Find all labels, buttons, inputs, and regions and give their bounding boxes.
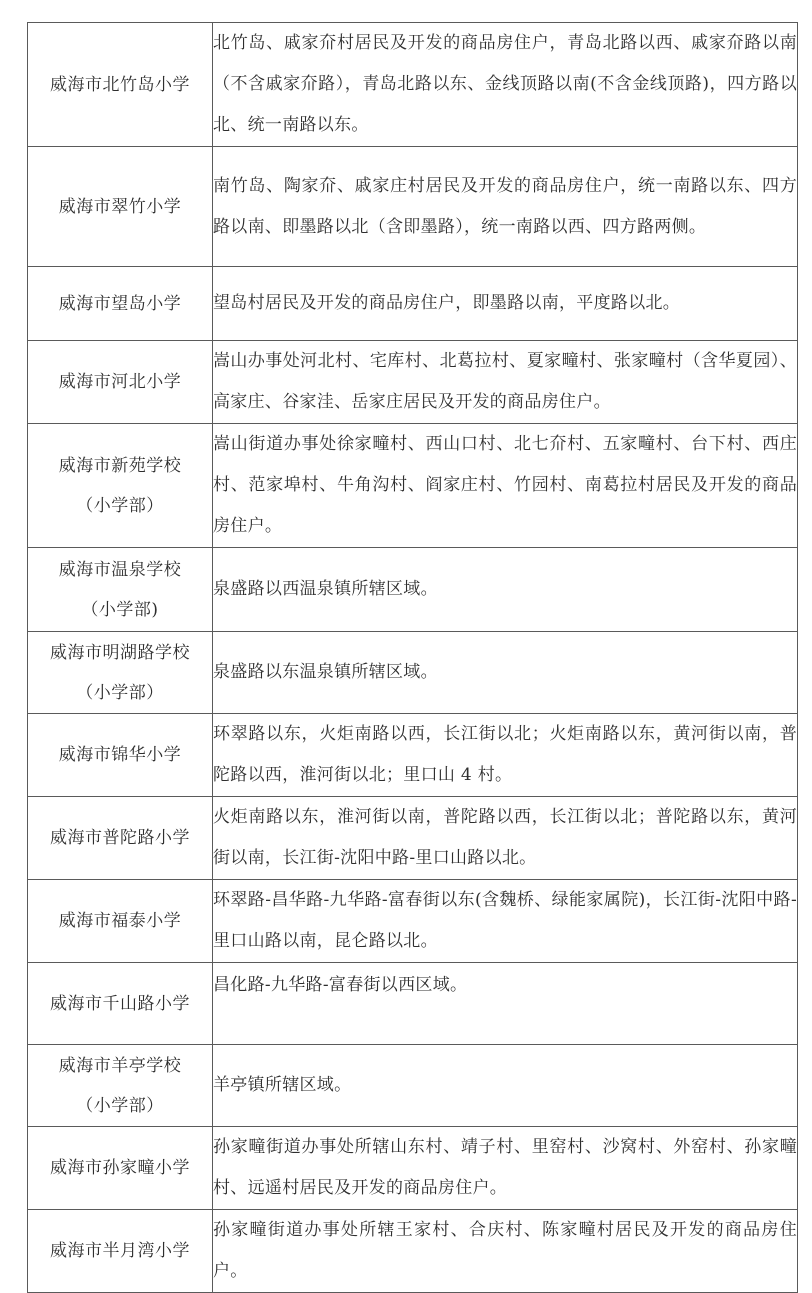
- enrollment-area-text: 火炬南路以东，淮河街以南，普陀路以西，长江街以北；普陀路以东，黄河街以南，长江街-沈阳中路-里口山路以北。: [213, 807, 797, 868]
- enrollment-area-text: 南竹岛、陶家夼、戚家庄村居民及开发的商品房住户，统一南路以东、四方路以南、即墨路以北（含即墨路），统一南路以西、四方路两侧。: [213, 175, 797, 237]
- enrollment-area-text: 泉盛路以西温泉镇所辖区域。: [213, 579, 438, 599]
- school-name-cell: [28, 632, 213, 714]
- table-row: [28, 714, 798, 797]
- school-district-table: [27, 22, 798, 1293]
- school-name: 威海市半月湾小学: [50, 1241, 190, 1261]
- enrollment-area-cell: [213, 1210, 798, 1293]
- enrollment-area-cell: [213, 1045, 798, 1127]
- school-name-cell: [28, 147, 213, 267]
- enrollment-area-cell: [213, 23, 798, 147]
- enrollment-area-cell: [213, 797, 798, 880]
- table-row: [28, 880, 798, 963]
- enrollment-area-text: 环翠路-昌华路-九华路-富春街以东(含魏桥、绿能家属院)，长江街-沈阳中路-里口山路以南，昆仑路以北。: [213, 890, 797, 951]
- enrollment-area-cell: [213, 632, 798, 714]
- enrollment-area-text: 环翠路以东，火炬南路以西，长江街以北；火炬南路以东，黄河街以南，普陀路以西，淮河街以北；里口山 4 村。: [213, 724, 797, 785]
- school-name-cell: [28, 23, 213, 147]
- table-row: [28, 1127, 798, 1210]
- school-section-label: （小学部）: [76, 495, 164, 516]
- table-row: [28, 632, 798, 714]
- table-row: [28, 23, 798, 147]
- table-row: [28, 424, 798, 548]
- table-row: [28, 1045, 798, 1127]
- enrollment-area-text: 昌化路-九华路-富春街以西区域。: [213, 975, 468, 995]
- table-row: [28, 548, 798, 632]
- enrollment-area-cell: [213, 880, 798, 963]
- school-section-label: （小学部）: [76, 682, 164, 703]
- school-section-label: （小学部): [81, 599, 159, 620]
- school-name-cell: [28, 880, 213, 963]
- enrollment-area-cell: [213, 147, 798, 267]
- school-name: 威海市孙家疃小学: [50, 1158, 190, 1178]
- enrollment-area-cell: [213, 341, 798, 424]
- enrollment-area-text: 羊亭镇所辖区域。: [213, 1075, 352, 1095]
- school-name: 威海市普陀路小学: [50, 828, 190, 848]
- enrollment-area-text: 嵩山街道办事处徐家疃村、西山口村、北七夼村、五家疃村、台下村、西庄村、范家埠村、牛角沟村、阎家庄村、竹园村、南葛拉村居民及开发的商品房住户。: [213, 434, 797, 536]
- table-body: [28, 23, 798, 1293]
- table-row: [28, 147, 798, 267]
- school-name: 威海市福泰小学: [58, 911, 182, 931]
- enrollment-area-text: 望岛村居民及开发的商品房住户，即墨路以南，平度路以北。: [213, 293, 681, 313]
- school-name-cell: [28, 548, 213, 632]
- school-name: 威海市望岛小学: [58, 293, 182, 314]
- school-name: 威海市温泉学校: [58, 559, 182, 580]
- school-name: 威海市翠竹小学: [58, 196, 182, 217]
- school-name-cell: [28, 714, 213, 797]
- enrollment-area-text: 北竹岛、戚家夼村居民及开发的商品房住户，青岛北路以西、戚家夼路以南（不含戚家夼路），青岛北路以东、金线顶路以南(不含金线顶路)，四方路以北、统一南路以东。: [213, 33, 797, 135]
- school-name-cell: [28, 963, 213, 1045]
- enrollment-area-cell: [213, 714, 798, 797]
- school-section-label: （小学部）: [76, 1095, 164, 1116]
- enrollment-area-cell: [213, 424, 798, 548]
- school-name-cell: [28, 1127, 213, 1210]
- enrollment-area-cell: [213, 267, 798, 341]
- enrollment-area-cell: [213, 963, 798, 1045]
- school-name: 威海市羊亭学校: [58, 1055, 182, 1076]
- enrollment-area-text: 泉盛路以东温泉镇所辖区域。: [213, 662, 438, 682]
- school-name-cell: [28, 341, 213, 424]
- school-name-cell: [28, 267, 213, 341]
- table-row: [28, 1210, 798, 1293]
- school-name-cell: [28, 797, 213, 880]
- table-row: [28, 341, 798, 424]
- school-name: 威海市河北小学: [58, 372, 182, 392]
- school-name-cell: [28, 1045, 213, 1127]
- enrollment-area-text: 孙家疃街道办事处所辖王家村、合庆村、陈家疃村居民及开发的商品房住户。: [213, 1220, 797, 1281]
- table-row: [28, 267, 798, 341]
- enrollment-area-text: 孙家疃街道办事处所辖山东村、靖子村、里窑村、沙窝村、外窑村、孙家疃村、远遥村居民及开发的商品房住户。: [213, 1137, 797, 1198]
- school-name: 威海市明湖路学校: [50, 642, 190, 663]
- school-name: 威海市千山路小学: [50, 993, 190, 1014]
- school-name: 威海市北竹岛小学: [50, 74, 190, 95]
- enrollment-area-cell: [213, 548, 798, 632]
- school-name: 威海市锦华小学: [58, 745, 182, 765]
- table-row: [28, 963, 798, 1045]
- enrollment-area-text: 嵩山办事处河北村、宅库村、北葛拉村、夏家疃村、张家疃村（含华夏园）、高家庄、谷家洼、岳家庄居民及开发的商品房住户。: [213, 351, 797, 412]
- school-name: 威海市新苑学校: [58, 455, 182, 476]
- table-row: [28, 797, 798, 880]
- school-name-cell: [28, 1210, 213, 1293]
- school-name-cell: [28, 424, 213, 548]
- enrollment-area-cell: [213, 1127, 798, 1210]
